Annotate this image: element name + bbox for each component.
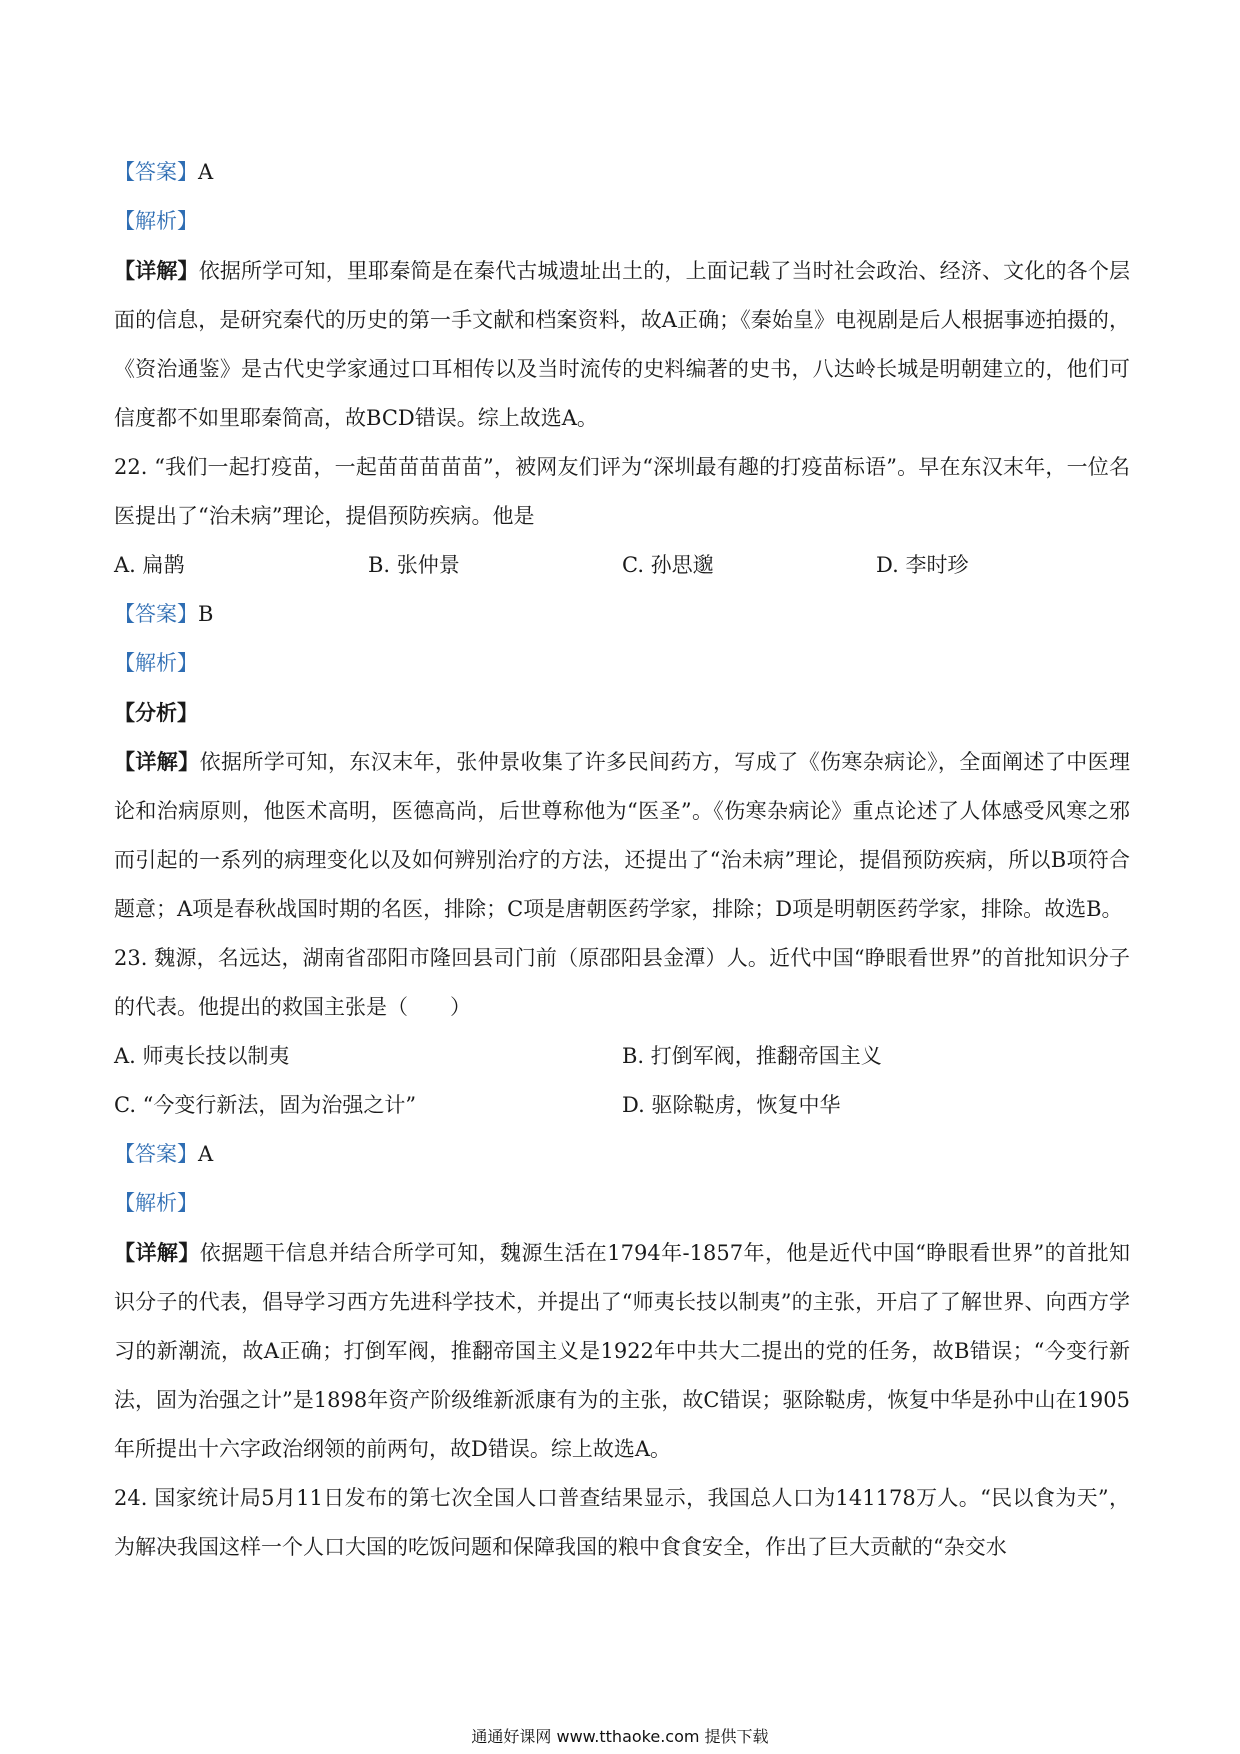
q22-options [114,541,1130,590]
q22-answer [114,590,1130,639]
analysis-tag: 【解析】 [114,209,198,233]
q21-analysis [114,197,1130,246]
q23-analysis [114,1179,1130,1228]
q22-detail [114,737,1130,934]
detail-tag: 【详解】 [114,1240,200,1265]
q22-fenxi [114,688,1130,737]
q21-detail [114,246,1130,443]
q21-answer [114,148,1130,197]
answer-value: A [198,1142,214,1166]
detail-tag: 【详解】 [114,749,200,774]
fenxi-tag: 【分析】 [114,700,198,725]
answer-tag: 【答案】 [114,602,198,626]
q23-option-b: B. 打倒军阀，推翻帝国主义 [622,1044,882,1068]
q22-option-c: C. 孙思邈 [622,553,714,577]
q22-option-b: B. 张仲景 [368,553,460,577]
q23-options-row-1 [114,1032,1130,1081]
detail-text: 依据题干信息并结合所学可知，魏源生活在1794年-1857年，他是近代中国“睁眼看世界”的首批知识分子的代表，倡导学习西方先进科学技术，并提出了“师夷长技以制夷”的主张，开启了了解世界、向西方学习的新潮流，故A正确；打倒军阀，推翻帝国主义是1922年中共大二提出的党的任务，故B错误；“今变行新法，固为治强之计”是1898年资产阶级维新派康有为的主张，故C错误；驱除鞑虏，恢复中华是孙中山在1905年所提出十六字政治纲领的前两句，故D错误。综上故选A。 [114,1241,1131,1461]
answer-tag: 【答案】 [114,1142,198,1166]
q22-option-d: D. 李时珍 [876,553,969,577]
answer-tag: 【答案】 [114,160,198,184]
q23-detail [114,1228,1130,1474]
detail-text: 依据所学可知，里耶秦简是在秦代古城遗址出土的，上面记载了当时社会政治、经济、文化的各个层面的信息，是研究秦代的历史的第一手文献和档案资料，故A正确；《秦始皇》电视剧是后人根据事迹拍摄的，《资治通鉴》是古代史学家通过口耳相传以及当时流传的史料编著的史书，八达岭长城是明朝建立的，他们可信度都不如里耶秦简高，故BCD错误。综上故选A。 [114,259,1131,430]
q22-stem: 22. “我们一起打疫苗，一起苗苗苗苗苗”，被网友们评为“深圳最有趣的打疫苗标语”。早在东汉末年，一位名医提出了“治未病”理论，提倡预防疾病。他是 [114,455,1130,528]
q22-analysis [114,639,1130,688]
q23-option-c: C. “今变行新法，固为治强之计” [114,1093,417,1117]
q23-options-row-2 [114,1081,1130,1130]
analysis-tag: 【解析】 [114,1191,198,1215]
detail-text: 依据所学可知，东汉末年，张仲景收集了许多民间药方，写成了《伤寒杂病论》，全面阐述了中医理论和治病原则，他医术高明，医德高尚，后世尊称他为“医圣”。《伤寒杂病论》重点论述了人体感受风寒之邪而引起的一系列的病理变化以及如何辨别治疗的方法，还提出了“治未病”理论，提倡预防疾病，所以B项符合题意；A项是春秋战国时期的名医，排除；C项是唐朝医药学家，排除；D项是明朝医药学家，排除。故选B。 [114,750,1130,921]
q24-stem: 24. 国家统计局5月11日发布的第七次全国人口普查结果显示，我国总人口为141178万人。“民以食为天”，为解决我国这样一个人口大国的吃饭问题和保障我国的粮中食食安全，作出了巨大贡献的“杂交水 [114,1486,1130,1559]
answer-value: A [198,160,214,184]
footer-source: 通通好课网 www.tthaoke.com 提供下载 [471,1727,769,1746]
q23-option-a: A. 师夷长技以制夷 [114,1044,290,1068]
q22-option-a: A. 扁鹊 [114,553,185,577]
detail-tag: 【详解】 [114,258,199,283]
page-content [114,148,1130,1572]
q23-answer [114,1130,1130,1179]
q23-option-d: D. 驱除鞑虏，恢复中华 [622,1093,841,1117]
analysis-tag: 【解析】 [114,651,198,675]
q23-stem: 23. 魏源，名远达，湖南省邵阳市隆回县司门前（原邵阳县金潭）人。近代中国“睁眼看世界”的首批知识分子的代表。他提出的救国主张是（ ） [114,946,1130,1019]
answer-value: B [198,602,214,626]
